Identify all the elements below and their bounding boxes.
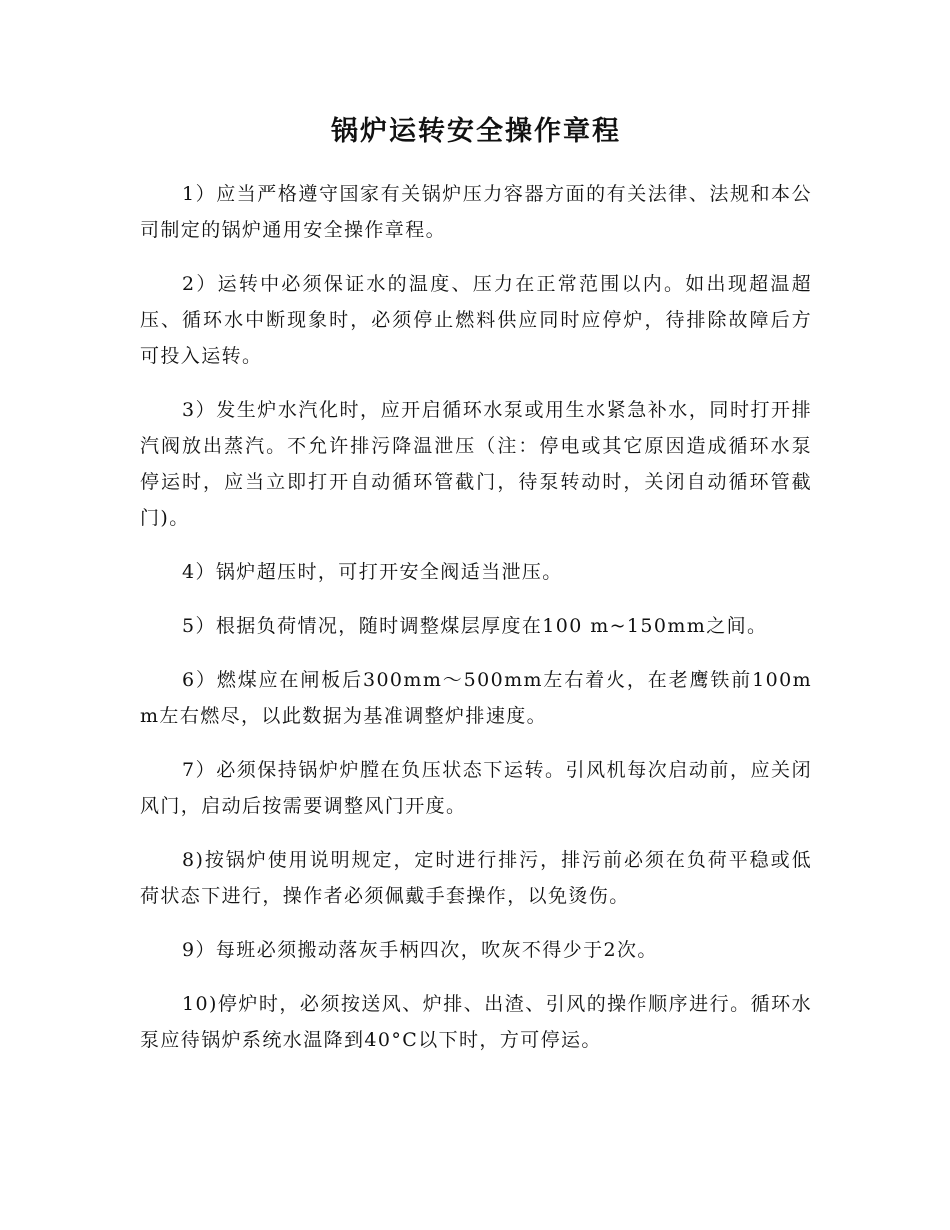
rule-item-3: 3）发生炉水汽化时，应开启循环水泵或用生水紧急补水，同时打开排汽阀放出蒸汽。不允许排污降温泄压（注：停电或其它原因造成循环水泵停运时，应当立即打开自动循环管截门，待泵转动时，关闭自动循环管截门)。 (140, 399, 812, 529)
rule-item-5: 5）根据负荷情况，随时调整煤层厚度在100 m~150mm之间。 (182, 615, 768, 637)
rule-item-8: 8)按锅炉使用说明规定，定时进行排污，排污前必须在负荷平稳或低荷状态下进行，操作者必须佩戴手套操作，以免烫伤。 (140, 849, 812, 907)
rule-item-2: 2）运转中必须保证水的温度、压力在正常范围以内。如出现超温超压、循环水中断现象时，必须停止燃料供应同时应停炉，待排除故障后方可投入运转。 (140, 273, 812, 367)
rule-item-6: 6）燃煤应在闸板后300mm～500mm左右着火，在老鹰铁前100mm左右燃尽，以此数据为基准调整炉排速度。 (140, 669, 812, 727)
document-page (140, 112, 812, 1076)
document-title: 锅炉运转安全操作章程 (331, 116, 621, 147)
rule-item-1: 1）应当严格遵守国家有关锅炉压力容器方面的有关法律、法规和本公司制定的锅炉通用安全操作章程。 (140, 183, 812, 241)
rule-item-7: 7）必须保持锅炉炉膛在负压状态下运转。引风机每次启动前，应关闭风门，启动后按需要调整风门开度。 (140, 759, 812, 817)
rule-item-10: 10)停炉时，必须按送风、炉排、出渣、引风的操作顺序进行。循环水泵应待锅炉系统水温降到40°C以下时，方可停运。 (140, 993, 812, 1051)
rule-list (140, 176, 812, 1058)
rule-item-9: 9）每班必须搬动落灰手柄四次，吹灰不得少于2次。 (182, 939, 658, 961)
rule-item-4: 4）锅炉超压时，可打开安全阀适当泄压。 (182, 561, 563, 583)
